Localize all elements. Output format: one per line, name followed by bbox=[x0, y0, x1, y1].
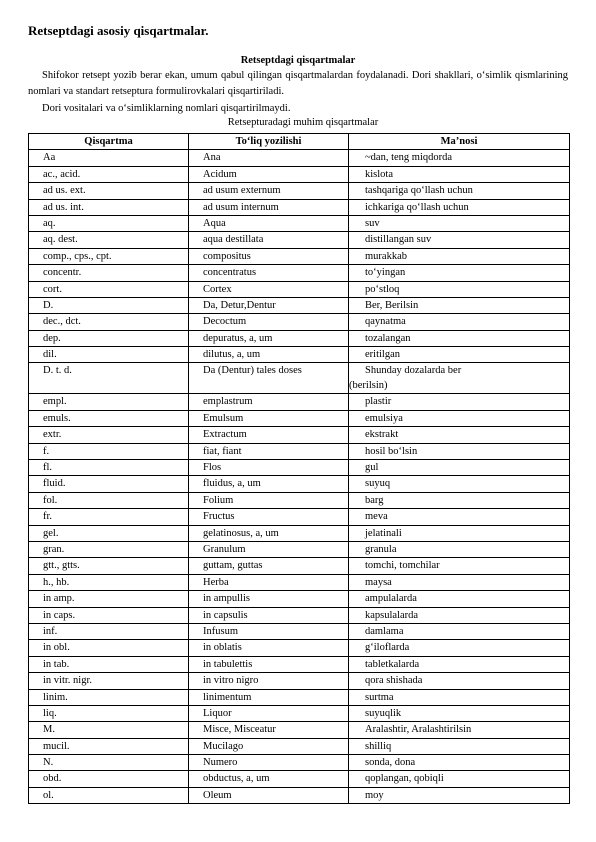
table-row bbox=[29, 492, 570, 508]
table-row bbox=[29, 443, 570, 459]
full-form-cell: depuratus, a, um bbox=[189, 330, 349, 346]
abbreviation-cell: h., hb. bbox=[29, 574, 189, 590]
full-form-cell: obductus, a, um bbox=[189, 771, 349, 787]
abbreviation-cell: cort. bbox=[29, 281, 189, 297]
meaning-cell: Shunday dozalarda ber (berilsin) bbox=[349, 363, 570, 394]
abbreviation-cell: linim. bbox=[29, 689, 189, 705]
full-form-cell: emplastrum bbox=[189, 394, 349, 410]
table-row bbox=[29, 297, 570, 313]
abbreviation-cell: dil. bbox=[29, 347, 189, 363]
table-row bbox=[29, 541, 570, 557]
table-row bbox=[29, 150, 570, 166]
full-form-cell: in ampullis bbox=[189, 591, 349, 607]
abbreviation-cell: dep. bbox=[29, 330, 189, 346]
column-header-abbreviation: Qisqartma bbox=[29, 134, 189, 150]
meaning-cell: hosil bo‘lsin bbox=[349, 443, 570, 459]
table-row bbox=[29, 394, 570, 410]
meaning-cell: ekstrakt bbox=[349, 427, 570, 443]
abbreviation-cell: ac., acid. bbox=[29, 166, 189, 182]
abbreviation-cell: D. t. d. bbox=[29, 363, 189, 394]
abbreviation-cell: empl. bbox=[29, 394, 189, 410]
abbreviation-cell: in caps. bbox=[29, 607, 189, 623]
table-row bbox=[29, 607, 570, 623]
abbreviation-cell: fluid. bbox=[29, 476, 189, 492]
full-form-cell: Oleum bbox=[189, 787, 349, 803]
meaning-cell: ichkariga qo‘llash uchun bbox=[349, 199, 570, 215]
table-row bbox=[29, 574, 570, 590]
table-row bbox=[29, 558, 570, 574]
table-row bbox=[29, 722, 570, 738]
abbreviation-cell: gtt., gtts. bbox=[29, 558, 189, 574]
meaning-cell: g‘iloflarda bbox=[349, 640, 570, 656]
table-row bbox=[29, 166, 570, 182]
full-form-cell: Aqua bbox=[189, 215, 349, 231]
meaning-cell: sonda, dona bbox=[349, 755, 570, 771]
meaning-cell: moy bbox=[349, 787, 570, 803]
meaning-cell: tabletkalarda bbox=[349, 656, 570, 672]
full-form-cell: gelatinosus, a, um bbox=[189, 525, 349, 541]
table-row bbox=[29, 705, 570, 721]
abbreviation-cell: f. bbox=[29, 443, 189, 459]
meaning-cell: plastir bbox=[349, 394, 570, 410]
meaning-cell: qaynatma bbox=[349, 314, 570, 330]
full-form-cell: ad usum internum bbox=[189, 199, 349, 215]
full-form-cell: Ana bbox=[189, 150, 349, 166]
abbreviation-cell: emuls. bbox=[29, 410, 189, 426]
table-row bbox=[29, 755, 570, 771]
meaning-cell: damlama bbox=[349, 623, 570, 639]
abbreviation-cell: liq. bbox=[29, 705, 189, 721]
full-form-cell: Da (Dentur) tales doses bbox=[189, 363, 349, 394]
full-form-cell: Infusum bbox=[189, 623, 349, 639]
full-form-cell: Mucilago bbox=[189, 738, 349, 754]
abbreviation-cell: N. bbox=[29, 755, 189, 771]
meaning-cell: qora shishada bbox=[349, 673, 570, 689]
full-form-cell: fluidus, a, um bbox=[189, 476, 349, 492]
table-row bbox=[29, 363, 570, 394]
abbreviations-table bbox=[28, 133, 570, 804]
full-form-cell: Herba bbox=[189, 574, 349, 590]
abbreviation-cell: fol. bbox=[29, 492, 189, 508]
meaning-cell: surtma bbox=[349, 689, 570, 705]
meaning-cell: distillangan suv bbox=[349, 232, 570, 248]
table-row bbox=[29, 265, 570, 281]
full-form-cell: Flos bbox=[189, 460, 349, 476]
meaning-cell: suv bbox=[349, 215, 570, 231]
meaning-cell: shilliq bbox=[349, 738, 570, 754]
table-row bbox=[29, 476, 570, 492]
abbreviation-cell: dec., dct. bbox=[29, 314, 189, 330]
abbreviation-cell: in amp. bbox=[29, 591, 189, 607]
table-row bbox=[29, 199, 570, 215]
table-row bbox=[29, 232, 570, 248]
table-row bbox=[29, 347, 570, 363]
abbreviation-cell: inf. bbox=[29, 623, 189, 639]
abbreviation-cell: Aa bbox=[29, 150, 189, 166]
table-row bbox=[29, 787, 570, 803]
full-form-cell: concentratus bbox=[189, 265, 349, 281]
meaning-cell: ampulalarda bbox=[349, 591, 570, 607]
full-form-cell: Cortex bbox=[189, 281, 349, 297]
abbreviation-cell: in obl. bbox=[29, 640, 189, 656]
table-row bbox=[29, 248, 570, 264]
full-form-cell: Granulum bbox=[189, 541, 349, 557]
abbreviation-cell: fr. bbox=[29, 509, 189, 525]
full-form-cell: Numero bbox=[189, 755, 349, 771]
full-form-cell: ad usum externum bbox=[189, 183, 349, 199]
full-form-cell: Decoctum bbox=[189, 314, 349, 330]
meaning-cell: eritilgan bbox=[349, 347, 570, 363]
table-row bbox=[29, 656, 570, 672]
full-form-cell: Folium bbox=[189, 492, 349, 508]
full-form-cell: Emulsum bbox=[189, 410, 349, 426]
intro-paragraph: Shifokor retsept yozib berar ekan, umum qabul qilingan qisqartmalardan foydalanadi. Dori shakllari, o‘simlik qismlarining nomlari va standart retseptura formulirovkalari qisqartiriladi. bbox=[28, 70, 568, 97]
meaning-cell: suyuq bbox=[349, 476, 570, 492]
meaning-cell: meva bbox=[349, 509, 570, 525]
full-form-cell: dilutus, a, um bbox=[189, 347, 349, 363]
table-caption: Retsepturadagi muhim qisqartmalar bbox=[227, 117, 379, 128]
meaning-cell: Ber, Berilsin bbox=[349, 297, 570, 313]
meaning-cell: kislota bbox=[349, 166, 570, 182]
table-row bbox=[29, 281, 570, 297]
abbreviation-cell: M. bbox=[29, 722, 189, 738]
full-form-cell: in vitro nigro bbox=[189, 673, 349, 689]
meaning-cell: murakkab bbox=[349, 248, 570, 264]
meaning-cell: granula bbox=[349, 541, 570, 557]
table-row bbox=[29, 623, 570, 639]
meaning-cell: kapsulalarda bbox=[349, 607, 570, 623]
column-header-full-form: To‘liq yozilishi bbox=[189, 134, 349, 150]
full-form-cell: in capsulis bbox=[189, 607, 349, 623]
table-row bbox=[29, 330, 570, 346]
table-row bbox=[29, 410, 570, 426]
full-form-cell: Da, Detur,Dentur bbox=[189, 297, 349, 313]
table-header-row bbox=[29, 134, 570, 150]
full-form-cell: fiat, fiant bbox=[189, 443, 349, 459]
table-row bbox=[29, 427, 570, 443]
section-title: Retseptdagi qisqartmalar bbox=[240, 55, 356, 66]
meaning-cell: to‘yingan bbox=[349, 265, 570, 281]
full-form-cell: Misce, Misceatur bbox=[189, 722, 349, 738]
abbreviation-cell: in tab. bbox=[29, 656, 189, 672]
meaning-cell: barg bbox=[349, 492, 570, 508]
meaning-cell: tozalangan bbox=[349, 330, 570, 346]
abbreviation-cell: aq. dest. bbox=[29, 232, 189, 248]
table-row bbox=[29, 509, 570, 525]
table-row bbox=[29, 460, 570, 476]
meaning-cell: maysa bbox=[349, 574, 570, 590]
abbreviation-cell: ad us. ext. bbox=[29, 183, 189, 199]
abbreviation-cell: gran. bbox=[29, 541, 189, 557]
full-form-cell: Liquor bbox=[189, 705, 349, 721]
table-row bbox=[29, 738, 570, 754]
abbreviation-cell: D. bbox=[29, 297, 189, 313]
abbreviation-cell: in vitr. nigr. bbox=[29, 673, 189, 689]
abbreviation-cell: mucil. bbox=[29, 738, 189, 754]
abbreviation-cell: concentr. bbox=[29, 265, 189, 281]
note-paragraph: Dori vositalari va o‘simliklarning nomlari qisqartirilmaydi. bbox=[42, 103, 291, 114]
meaning-cell: gul bbox=[349, 460, 570, 476]
table-row bbox=[29, 215, 570, 231]
table-row bbox=[29, 689, 570, 705]
table-row bbox=[29, 525, 570, 541]
full-form-cell: Extractum bbox=[189, 427, 349, 443]
full-form-cell: in oblatis bbox=[189, 640, 349, 656]
meaning-cell: ~dan, teng miqdorda bbox=[349, 150, 570, 166]
abbreviation-cell: gel. bbox=[29, 525, 189, 541]
meaning-cell: emulsiya bbox=[349, 410, 570, 426]
meaning-cell: po‘stloq bbox=[349, 281, 570, 297]
meaning-cell: jelatinali bbox=[349, 525, 570, 541]
full-form-cell: guttam, guttas bbox=[189, 558, 349, 574]
table-row bbox=[29, 640, 570, 656]
column-header-meaning: Ma’nosi bbox=[349, 134, 570, 150]
abbreviation-cell: ol. bbox=[29, 787, 189, 803]
meaning-cell: suyuqlik bbox=[349, 705, 570, 721]
full-form-cell: linimentum bbox=[189, 689, 349, 705]
abbreviation-cell: fl. bbox=[29, 460, 189, 476]
meaning-cell: Aralashtir, Aralashtirilsin bbox=[349, 722, 570, 738]
table-body bbox=[29, 150, 570, 804]
table-row bbox=[29, 314, 570, 330]
full-form-cell: Fructus bbox=[189, 509, 349, 525]
full-form-cell: Acidum bbox=[189, 166, 349, 182]
table-row bbox=[29, 771, 570, 787]
abbreviation-cell: extr. bbox=[29, 427, 189, 443]
full-form-cell: compositus bbox=[189, 248, 349, 264]
abbreviation-cell: obd. bbox=[29, 771, 189, 787]
full-form-cell: in tabulettis bbox=[189, 656, 349, 672]
abbreviation-cell: comp., cps., cpt. bbox=[29, 248, 189, 264]
table-row bbox=[29, 673, 570, 689]
table-row bbox=[29, 591, 570, 607]
page-title: Retseptdagi asosiy qisqartmalar. bbox=[28, 23, 209, 38]
meaning-cell: tashqariga qo‘llash uchun bbox=[349, 183, 570, 199]
meaning-cell: tomchi, tomchilar bbox=[349, 558, 570, 574]
table-row bbox=[29, 183, 570, 199]
full-form-cell: aqua destillata bbox=[189, 232, 349, 248]
meaning-cell: qoplangan, qobiqli bbox=[349, 771, 570, 787]
abbreviation-cell: aq. bbox=[29, 215, 189, 231]
abbreviation-cell: ad us. int. bbox=[29, 199, 189, 215]
